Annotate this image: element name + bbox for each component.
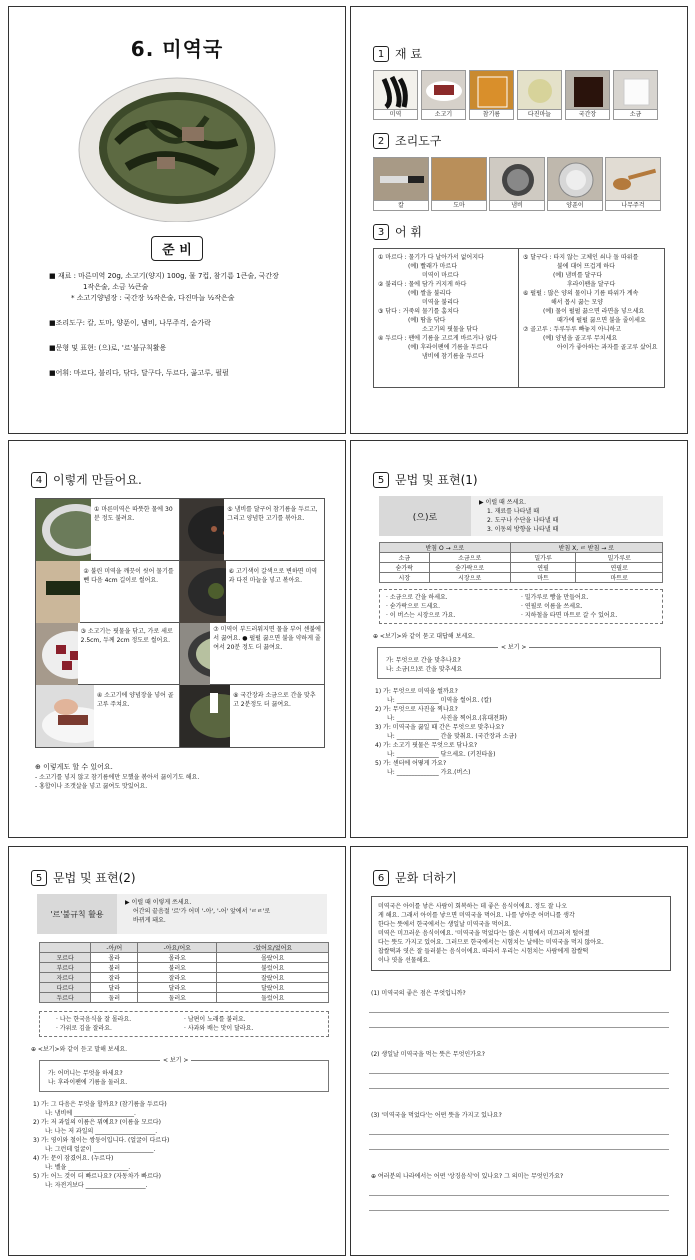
question: 3) 가: 영이와 철이는 쌍둥이입니다. (얼굴이 다르다) [33,1137,170,1144]
question: ⊕ 여러분의 나라에서는 어떤 '상징음식'이 있나요? 그 의미는 무엇인가요? [371,1173,564,1180]
section-grammar-1 [373,471,687,488]
step-5: ⑤ 냄비를 달구어 참기름을 두르고, 그리고 양념한 고기를 볶아요. [180,499,324,561]
usage-item: 바뀌게 돼요. [133,917,166,924]
prep-line: ■ 재료 : 마른미역 20g, 소고기(양지) 100g, 물 7컵, 참기름 1큰술, 국간장 [49,272,279,280]
section-title: 문법 및 표현(2) [53,871,136,885]
steps-left [36,499,180,747]
table-row: 모르다 몰라 몰라요 몰랐어요 [40,953,329,963]
culture-question-1 [351,989,687,1028]
tool-knife: 칼 [373,157,429,211]
answer-line[interactable] [369,1012,669,1013]
question: 5) 가: 센터에 어떻게 가요? [375,760,447,767]
answer-line[interactable] [369,1210,669,1211]
section-number: 1 [373,46,389,62]
answer-line[interactable]: 나: ______________ 가요.(버스) [387,769,471,776]
prep-list [49,271,345,379]
question: 2) 가: 저 과일의 이름은 뭐예요? (이름을 모르다) [33,1119,161,1126]
answer-line[interactable]: 나: ______________ 간을 맞춰요. (국간장과 소금) [387,733,517,740]
step-1: ① 마른미역은 따뜻한 물에 30분 정도 불려요. [36,499,179,561]
section-number: 5 [373,472,389,488]
prep-line: * 소고기양념장 : 국간장 ½작은술, 다진마늘 ½작은술 [71,294,235,302]
questions [375,687,687,777]
prep-line: ■문형 및 표현: (으)로, '르'불규칙활용 [49,344,167,352]
answer-line[interactable] [369,1149,669,1150]
answer-line[interactable] [369,1088,669,1089]
answer-line[interactable] [369,1195,669,1196]
question: 4) 가: 문이 잠겼어요. (누르다) [33,1155,114,1162]
paragraph-line: 이나 엿을 선물해요. [378,957,431,964]
answer-line[interactable]: 나: 나는 저 과일의 ____________________. [45,1128,158,1135]
dialog-line: 가: 어머니는 무엇을 하세요? [48,1070,123,1077]
table-head: 받침 O → 으로 [380,543,511,553]
answer-line[interactable]: 나: ______________ 사진을 찍어요.(휴대전화) [387,715,508,722]
example-dialog-box [377,644,661,679]
section-title: 문법 및 표현(1) [395,473,478,487]
conjugation-table [39,942,329,1003]
prep-line: ■어휘: 마르다, 불리다, 닦다, 달구다, 두르다, 곪고루, 펄펄 [49,369,229,377]
question: 4) 가: 소고기 핏물은 무엇으로 닦나요? [375,742,478,749]
section-culture [373,869,687,886]
answer-line[interactable] [369,1027,669,1028]
step-2: ② 불린 미역을 깨끗이 씻어 물기를 뺀 다음 4cm 길이로 썰어요. [36,561,179,623]
questions [33,1100,345,1190]
page-5 [8,846,346,1256]
page-4 [350,440,688,838]
exercise-title: ⊕ <보기>와 같이 묻고 대답해 보세요. [373,633,475,640]
usage-item: 2. 도구나 수단을 나타낼 때 [487,517,559,524]
example: · 이 버스는 시장으로 가요. [386,612,456,619]
page-1 [8,6,346,434]
steps-grid [35,498,325,748]
step-7: ⑦ 미역이 부드러워지면 물을 부어 센불에서 끓여요. ● 펄펄 끓으면 불을 약하게 줄여서 20분 정도 더 끓여요. [180,623,324,685]
usage-item: 3. 이동의 방향을 나타낼 때 [487,526,559,533]
section-title: 문화 더하기 [395,871,457,885]
section-ingredients [373,45,687,62]
answer-line[interactable]: 나: 자전거보다 ____________________. [45,1182,148,1189]
paragraph-line: 게 해요. 그래서 아이를 낳으면 미역국을 먹어요. 나를 낳아준 어머니를 생각 [378,912,575,919]
vocab-right: ⑤ 달구다 : 타지 않는 고체인 쇠나 돌 따위를 불에 대어 뜨겁게 하다 (예) 냄비를 달구다 후라이팬을 달구다 ⑥ 펄펄 : 많은 양의 물이나 기름 따위가 계속 해서 몹시 끓는 모양 (예) 물이 펄펄 끓으면 라면을 넣으세요 때가에 펄펄 끓으면 불을 줄이세요 ⑦ 골고루 : 두루두루 빠놓지 아니하고 (예) 양념을 골고루 무치세요 아이가 좋아하는 과자를 골고루 샀어요 [523,254,658,351]
vocab-box [373,248,665,388]
table-row: 소금 소금으로 밀가루 밀가루로 [380,553,663,563]
box-label: < 보기 > [160,1056,191,1065]
tool-pot: 냄비 [489,157,545,211]
grammar-usage [379,496,663,536]
question: (1) 미역국의 좋은 점은 무엇입니까? [371,990,466,997]
steps-right [180,499,324,747]
section-title: 이렇게 만들어요. [53,473,142,487]
answer-line[interactable]: 나: ______________ 닦으세요. (키친타올) [387,751,496,758]
exercise-title: ⊕ <보기>와 같이 듣고 말해 보세요. [31,1046,128,1053]
ingredient-seaweed: 미역 [373,70,418,120]
example: · 사과와 배는 맛이 달라요. [184,1025,254,1032]
table-head: -았어요/었어요 [217,943,329,953]
grammar-form: '르'불규칙 활용 [37,894,117,934]
ingredient-soy-sauce: 국간장 [565,70,610,120]
question: 2) 가: 무엇으로 사진을 찍나요? [375,706,458,713]
question: (2) 생일날 미역국을 먹는 뜻은 무엇인가요? [371,1051,485,1058]
step-3: ③ 소고기는 핏물을 닦고, 가로 세로 2.5cm, 두께 2cm 정도로 썰어요. [36,623,179,685]
section-number: 5 [31,870,47,886]
example-dialog-box [39,1057,329,1092]
paragraph-line: 한다는 뜻에서 한국에서는 생일날 미역국을 먹어요. [378,921,512,928]
example: · 지하철을 타면 마트로 갈 수 있어요. [521,612,618,619]
example: · 가위로 김을 잘라요. [56,1025,112,1032]
example-box [39,1011,329,1037]
step-8: ⑧ 국간장과 소금으로 간을 맞추고 2분정도 더 끓여요. [180,685,324,747]
table-head: 받침 X, ㄹ 받침 → 로 [510,543,662,553]
paragraph-line: 미역은 미끄러운 음식이에요. '미역국을 먹었다'는 많은 시험에서 미끄러져 떨어졌 [378,930,590,937]
ingredient-garlic: 다진마늘 [517,70,562,120]
answer-line[interactable]: 나: 그런데 얼굴이 ____________________. [45,1146,156,1153]
page-3 [8,440,346,838]
page-title: 6. 미역국 [130,37,224,61]
question: 1) 가: 무엇으로 미역을 썰까요? [375,688,458,695]
example: · 밀가루로 빵을 만들어요. [521,594,589,601]
example-box [379,589,663,624]
answer-line[interactable]: 나: ______________ 미역을 썰어요. (칼) [387,697,492,704]
culture-paragraph [371,896,671,971]
example: · 연필로 이름을 쓰세요. [521,603,583,610]
table-row: 숟가락 숟가락으로 연필 연필로 [380,563,663,573]
section-number: 6 [373,870,389,886]
table-row: 시장 시장으로 마트 마트로 [380,573,663,583]
prep-line: 1작은술, 소금 ½큰술 [83,283,149,291]
step-4: ④ 소고기에 양념장을 넣어 골고루 주쳐요. [36,685,179,747]
usage-title: ▶ 이럴 때 쓰세요. [479,499,527,506]
example: · 숟가락으로 드세요. [386,603,440,610]
dialog-line: 나: 후라이팬에 기름을 둘러요. [48,1079,128,1086]
question: (3) '미역국을 먹었다'는 어떤 뜻을 가지고 있나요? [371,1112,502,1119]
answer-line[interactable]: 나: 냄비에 ____________________. [45,1110,136,1117]
grammar-table [379,542,663,583]
page-6 [350,846,688,1256]
note-title: ⊕ 이렇게도 할 수 있어요. [35,763,113,771]
section-title: 재 료 [395,47,422,61]
example: · 나는 한국음식을 잘 몰라요. [56,1016,132,1023]
culture-question-4 [351,1172,687,1211]
question: 3) 가: 미역국을 끓일 때 간은 무엇으로 맞추나요? [375,724,505,731]
table-head: -아/어 [91,943,138,953]
culture-question-2 [351,1050,687,1089]
paragraph-line: 다는 뜻도 가지고 있어요. 그러므로 한국에서는 시험치는 날에는 미역국을 먹지 않아요. [378,939,604,946]
table-row: 다르다 달라 달라요 달랐어요 [40,983,329,993]
question: 1) 가: 그 다음은 무엇을 할까요? (참기름을 두르다) [33,1101,167,1108]
section-vocabulary [373,223,687,240]
culture-question-3 [351,1111,687,1150]
section-title: 어 휘 [395,225,422,239]
table-row: 부르다 불러 불러요 불렀어요 [40,963,329,973]
grammar-usage [37,894,327,934]
note-line: - 소고기를 넣지 않고 참기름에만 모했을 볶아서 끓이기도 해요. [35,774,200,781]
section-number: 2 [373,133,389,149]
answer-line[interactable]: 나: 벨을 ____________________. [45,1164,131,1171]
tool-bowl: 양푼이 [547,157,603,211]
ingredient-salt: 소금 [613,70,658,120]
section-title: 조리도구 [395,134,442,148]
grammar-form: (으)로 [379,496,471,536]
section-number: 4 [31,472,47,488]
section-tools [373,132,687,149]
page-2 [350,6,688,434]
section-grammar-2 [31,869,345,886]
paragraph-line: 찹쌀떡과 엿은 잘 들러붙는 음식이에요. 따라서 우리는 시험치는 사람에게 찹쌀떡 [378,948,589,955]
usage-item: 어간의 끝음절 '르'가 어미 '-아', '-어' 앞에서 'ㄹㄹ'로 [133,908,271,915]
ingredient-strip [373,70,687,120]
prep-heading: 준 비 [151,236,203,261]
note-line: - 홍합이나 조갯살을 넣고 끓여도 맛있어요. [35,783,148,790]
ingredient-beef: 소고기 [421,70,466,120]
tool-strip [373,157,687,211]
seaweed-soup-photo [77,72,277,222]
tool-cutting-board: 도마 [431,157,487,211]
question: 5) 가: 어느 것이 더 빠르나요? (자동차가 빠르다) [33,1173,161,1180]
table-row: 자르다 잘라 잘라요 잘랐어요 [40,973,329,983]
dialog-line: 가: 무엇으로 간을 맞추나요? [386,657,461,664]
table-head: -아요/어요 [138,943,217,953]
usage-item: 1. 재료를 나타낼 때 [487,508,540,515]
tool-wooden-spatula: 나무주걱 [605,157,661,211]
variation-notes [35,762,345,791]
table-row: 두르다 둘러 둘러요 둘렀어요 [40,993,329,1003]
ingredient-sesame-oil: 참기름 [469,70,514,120]
section-number: 3 [373,224,389,240]
vocab-left: ① 마르다 : 물기가 다 날아가서 없어지다 (예) 빨래가 마르다 미역이 마르다 ② 불리다 : 물에 담가 커지게 하다 (예) 쌀을 불리다 미역을 불리다 ③ 닦다 : 거죽의 물기를 훔치다 (예) 땀을 닦다 소고기의 핏물을 닦다 ④ 두르다 : 팬에 기름을 고르게 바르거나 얹다 (예) 후라이팬에 기름을 두르다 냄비에 참기름을 두르다 [374,249,519,387]
answer-line[interactable] [369,1073,669,1074]
example: · 남편이 노래를 불러요. [184,1016,246,1023]
section-steps [31,471,345,488]
paragraph-line: 미역국은 아이를 낳은 사람이 회복하는 데 좋은 음식이에요. 정도 잘 나오 [378,903,568,910]
example: · 소금으로 간을 하세요. [386,594,448,601]
answer-line[interactable] [369,1134,669,1135]
dialog-line: 나: 소금(으)로 간을 맞추세요 [386,666,463,673]
prep-line: ■조리도구: 칼, 도마, 양푼이, 냄비, 나무주걱, 숟가락 [49,319,211,327]
box-label: < 보기 > [498,643,529,652]
step-6: ⑥ 고기색이 갈색으로 변하면 미역과 다진 마늘을 넣고 볶아요. [180,561,324,623]
usage-title: ▶ 이럴 때 이렇게 쓰세요. [125,899,192,906]
